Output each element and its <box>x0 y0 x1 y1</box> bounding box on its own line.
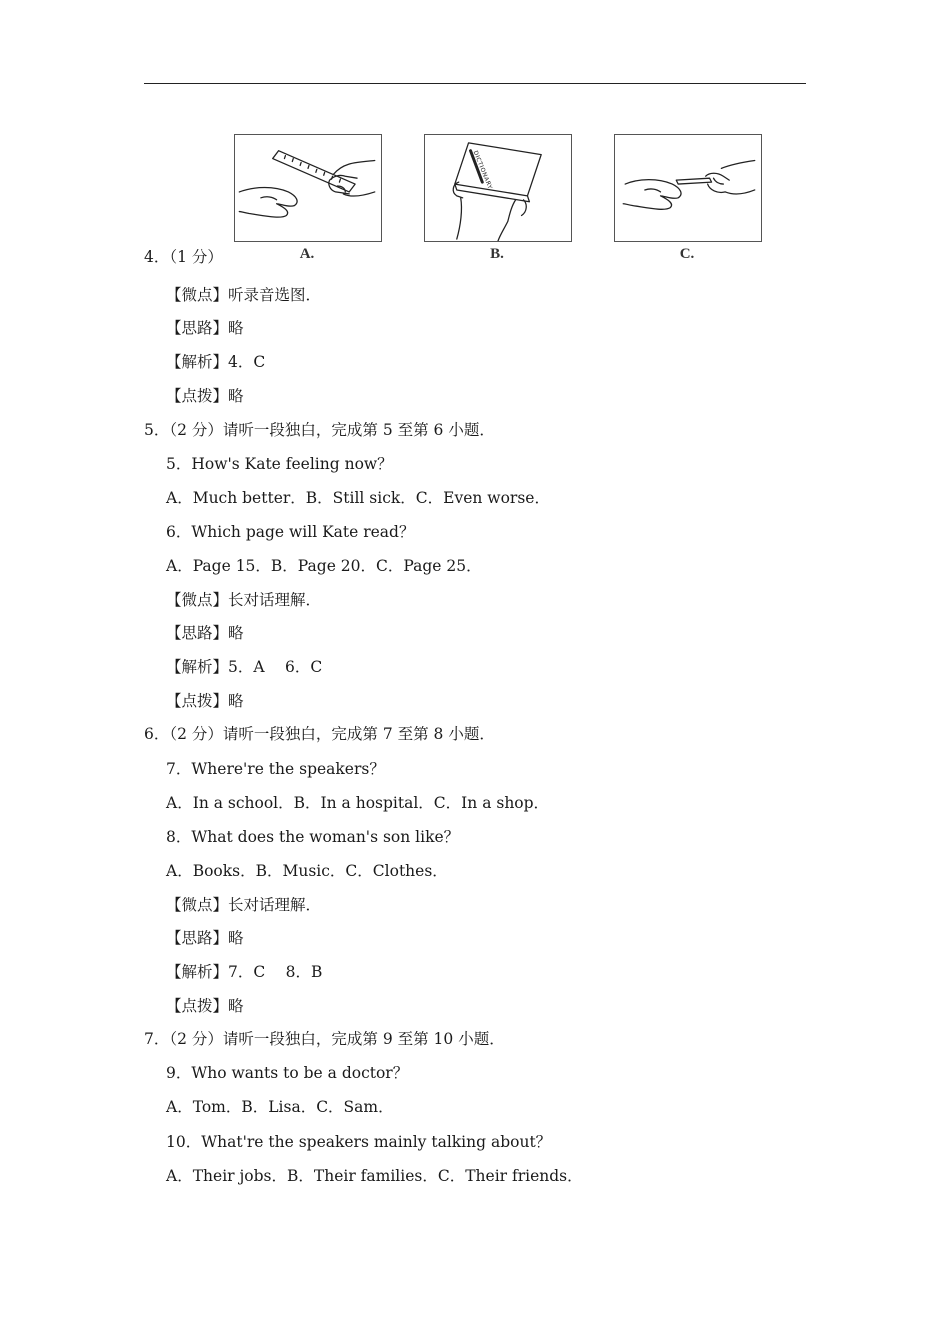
knife-handover-illustration <box>615 135 761 241</box>
sub-question-8-options: A．Books．B．Music．C．Clothes． <box>166 862 448 880</box>
q6-micro-point: 【微点】长对话理解． <box>166 896 322 914</box>
q5-answer: 【解析】5．A 6．C <box>166 658 323 676</box>
knife-icon <box>676 178 711 184</box>
sub-question-10-options: A．Their jobs．B．Their families．C．Their friends． <box>166 1167 583 1185</box>
picture-option-a <box>234 134 382 242</box>
book-cover-text: DICTIONARY <box>471 150 493 191</box>
option-label-a: A. <box>299 246 315 262</box>
open-hand-icon <box>239 188 297 218</box>
picture-option-c <box>614 134 762 242</box>
right-hand-icon <box>498 200 526 241</box>
sub-question-6-options: A．Page 15．B．Page 20．C．Page 25． <box>166 557 482 575</box>
sub-question-5-options: A．Much better．B．Still sick．C．Even worse． <box>166 489 550 507</box>
dictionary-holding-illustration <box>425 135 571 241</box>
q5-approach: 【思路】略 <box>166 624 244 642</box>
option-label-b: B. <box>490 246 504 262</box>
sub-question-6: 6．Which page will Kate read？ <box>166 523 415 541</box>
question-7-header: 7．（2 分）请听一段独白，完成第 9 至第 10 小题． <box>144 1030 505 1048</box>
sub-question-8: 8．What does the woman's son like？ <box>166 828 460 846</box>
q4-tip: 【点拨】略 <box>166 387 244 405</box>
question-4-header: 4．（1 分） <box>144 248 223 266</box>
open-hand-icon <box>623 180 681 210</box>
picture-option-b <box>424 134 572 242</box>
q6-answer: 【解析】7．C 8．B <box>166 963 323 981</box>
header-rule <box>144 83 806 84</box>
question-6-header: 6．（2 分）请听一段独白，完成第 7 至第 8 小题． <box>144 725 495 743</box>
sub-question-9: 9．Who wants to be a doctor？ <box>166 1064 409 1082</box>
sub-question-7: 7．Where're the speakers？ <box>166 760 385 778</box>
q6-tip: 【点拨】略 <box>166 997 244 1015</box>
q6-approach: 【思路】略 <box>166 929 244 947</box>
sub-question-9-options: A．Tom．B．Lisa．C．Sam． <box>166 1098 394 1116</box>
q4-micro-point: 【微点】听录音选图． <box>166 286 322 304</box>
sub-question-5: 5．How's Kate feeling now？ <box>166 455 393 473</box>
q5-tip: 【点拨】略 <box>166 692 244 710</box>
giving-hand-icon <box>706 161 755 195</box>
ruler-handover-illustration <box>235 135 381 241</box>
q4-answer: 【解析】4．C <box>166 353 266 371</box>
book-icon <box>455 143 541 196</box>
q4-approach: 【思路】略 <box>166 319 244 337</box>
option-label-c: C. <box>679 246 695 262</box>
question-5-header: 5．（2 分）请听一段独白，完成第 5 至第 6 小题． <box>144 421 495 439</box>
giving-hand-icon <box>329 161 375 197</box>
sub-question-10: 10．What're the speakers mainly talking about？ <box>166 1133 552 1151</box>
sub-question-7-options: A．In a school．B．In a hospital．C．In a shop． <box>166 794 550 812</box>
q5-micro-point: 【微点】长对话理解． <box>166 591 322 609</box>
